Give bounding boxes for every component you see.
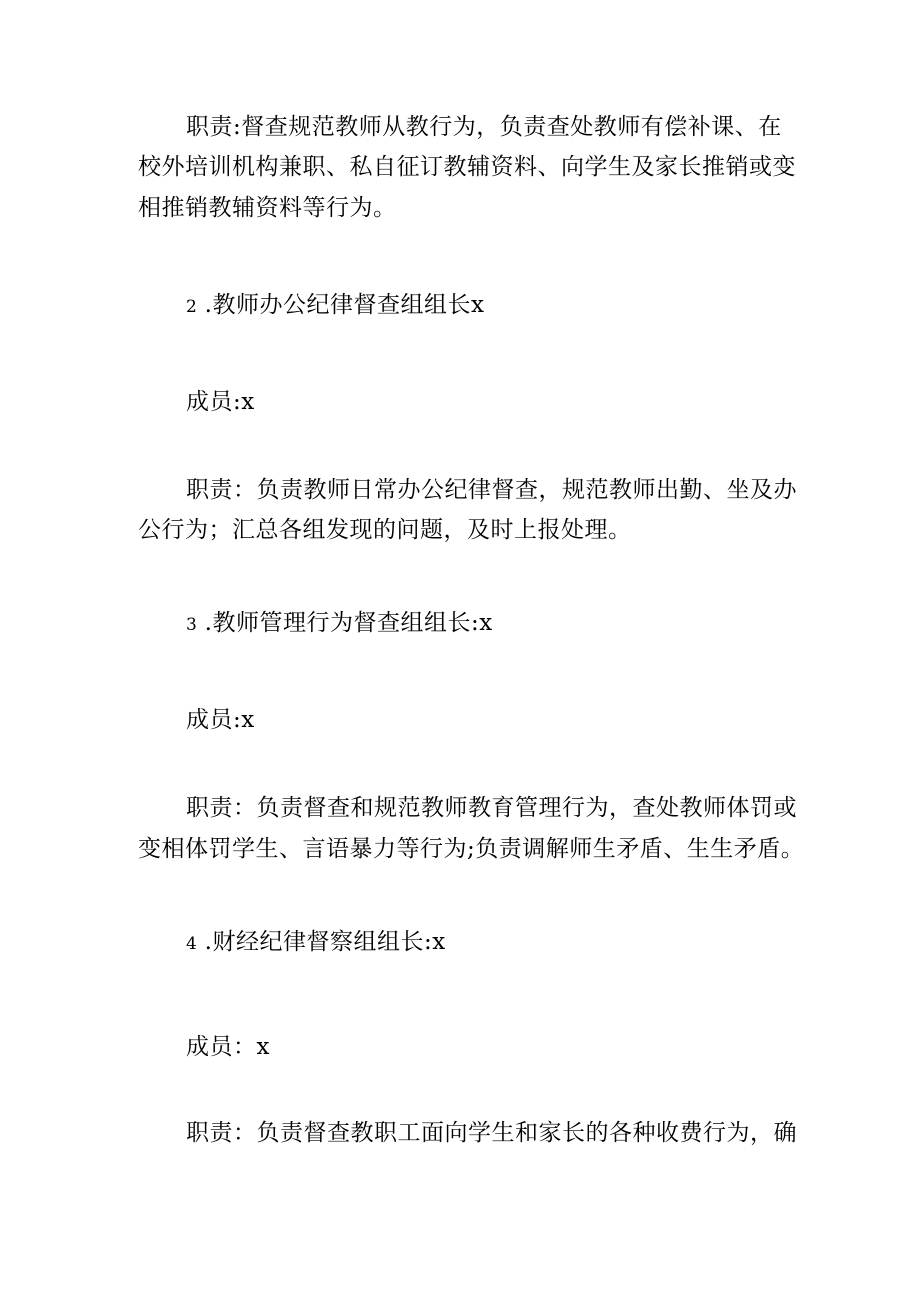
- section-number: 3: [186, 615, 197, 635]
- duty-line: 职责：负责督查和规范教师教育管理行为，查处教师体罚或: [186, 795, 797, 821]
- members-line: 成员:x: [186, 389, 255, 415]
- duty-line: 变相体罚学生、言语暴力等行为;负责调解师生矛盾、生生矛盾。: [138, 836, 805, 862]
- paragraph-line: 校外培训机构兼职、私自征订教辅资料、向学生及家长推销或变: [138, 154, 796, 180]
- section-heading-text: .教师管理行为督查组组长:x: [196, 610, 493, 636]
- duty-line: 公行为；汇总各组发现的问题，及时上报处理。: [138, 517, 632, 543]
- section-heading-text: .教师办公纪律督查组组长x: [196, 292, 485, 318]
- paragraph-line: 职责:督查规范教师从教行为，负责查处教师有偿补课、在: [186, 114, 782, 140]
- section-heading: [186, 290, 484, 322]
- members-line: 成员：x: [186, 1034, 270, 1060]
- section-number: 4: [186, 934, 197, 954]
- section-heading: [186, 608, 493, 640]
- duty-line: 职责：负责教师日常办公纪律督查，规范教师出勤、坐及办: [186, 477, 797, 503]
- section-number: 2: [186, 297, 197, 317]
- section-heading-text: .财经纪律督察组组长:x: [196, 929, 446, 955]
- paragraph-line: 相推销教辅资料等行为。: [138, 195, 397, 221]
- members-line: 成员:x: [186, 707, 255, 733]
- section-heading: [186, 927, 446, 959]
- duty-line: 职责：负责督查教职工面向学生和家长的各种收费行为，确: [186, 1120, 797, 1146]
